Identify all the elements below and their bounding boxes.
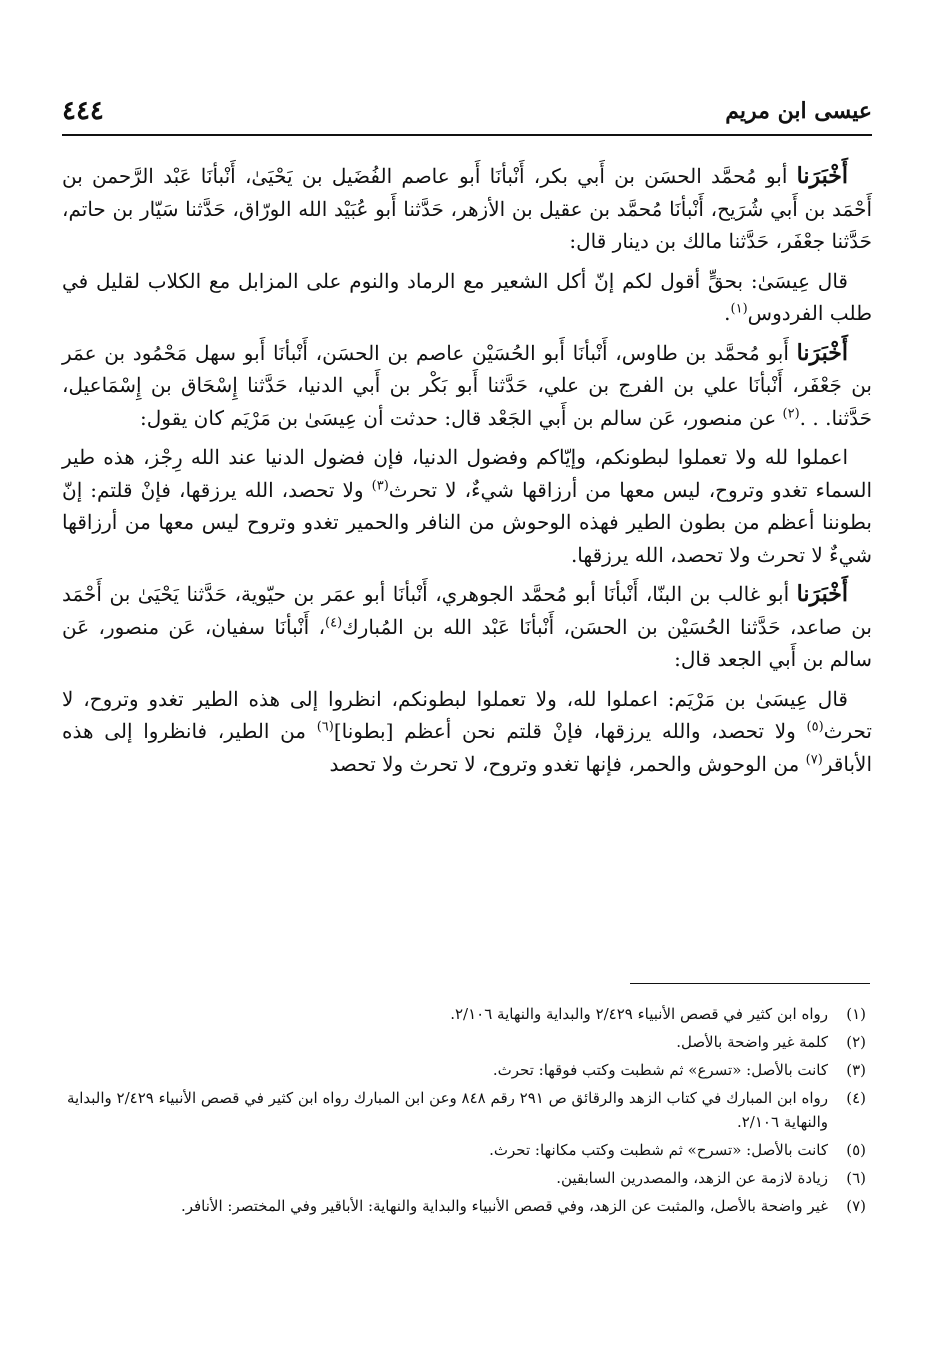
paragraph-text: قال عِيسَىٰ بن مَرْيَم: اعملوا لله، ولا تعملوا لبطونكم، انظروا إلى هذه الطير تغدو وتروح، لا تحرث	[62, 686, 872, 743]
main-text	[62, 160, 872, 787]
paragraph-text: ، أَنْبأنَا سفيان، عَن منصور، عَن سالم بن أَبي الجعد قال:	[62, 614, 872, 671]
footnote-text: كلمة غير واضحة بالأصل.	[676, 1033, 828, 1051]
paragraph-2	[62, 265, 872, 330]
footnote-3	[62, 1058, 866, 1082]
footnote-text: رواه ابن كثير في قصص الأنبياء ٢/٤٢٩ والبداية والنهاية ٢/١٠٦.	[450, 1005, 828, 1023]
footnote-1	[62, 1002, 866, 1026]
footnote-ref: (٤)	[325, 614, 343, 630]
footnote-ref: (٧)	[805, 751, 823, 767]
footnote-ref: (٣)	[371, 477, 389, 493]
footnote-number: (٦)	[846, 1169, 866, 1187]
footnote-number: (٥)	[846, 1141, 866, 1159]
isnad-lead: أَخْبَرَنا	[796, 339, 848, 366]
footnote-number: (٣)	[846, 1061, 866, 1079]
footnote-separator	[630, 983, 870, 984]
paragraph-text: أبو مُحمَّد الحسَن بن أَبي بكر، أَنْبأنَا أَبو عاصم الفُضَيل بن يَحْيَىٰ، أَنْبأنَا عَبْد الرَّحمن بن أَحْمَد بن أَبي شُرَيح، أَنْبأنَا مُحمَّد بن عقيل بن الأزهر، حَدَّثنا أَبو عُبَيْد الله الورّاق، حَدَّثنا سَيّار بن حاتم، حَدَّثنا جعْفَر، حَدَّثنا مالك بن دينار قال:	[62, 164, 872, 253]
footnote-ref: (٥)	[806, 719, 824, 735]
footnote-6	[62, 1166, 866, 1190]
footnote-text: رواه ابن المبارك في كتاب الزهد والرقائق ص ٢٩١ رقم ٨٤٨ وعن ابن المبارك رواه ابن كثير في قصص الأنبياء ٢/٤٢٩ والبداية والنهاية ٢/١٠٦.	[66, 1089, 828, 1131]
paragraph-text: ولا تحصد، الله يرزقها، فإنْ قلتم: إنّ بطوننا أعظم من بطون الطير فهذه الوحوش من النافر والحمير تغدو وتروح ليس معها من أرزاقها شيءٌ لا تحرث ولا تحصد، الله يرزقها.	[62, 477, 872, 567]
paragraph-5	[62, 578, 872, 676]
footnote-ref: (١)	[730, 301, 748, 317]
footnote-number: (٤)	[846, 1089, 866, 1107]
footnote-text: كانت بالأصل: «تسرع» ثم شطبت وكتب فوقها: تحرث.	[492, 1061, 828, 1079]
footnote-text: زيادة لازمة عن الزهد، والمصدرين السابقين.	[556, 1169, 828, 1187]
paragraph-1	[62, 160, 872, 258]
footnote-5	[62, 1138, 866, 1162]
footnote-number: (٧)	[846, 1197, 866, 1215]
footnote-number: (٢)	[846, 1033, 866, 1051]
paragraph-text: ولا تحصد، والله يرزقها، فإنْ قلتم نحن أعظم [بطونا]	[333, 719, 807, 743]
footnote-text: غير واضحة بالأصل، والمثبت عن الزهد، وفي قصص الأنبياء والبداية والنهاية: الأباقير وفي المختصر: الأنافر.	[180, 1197, 828, 1215]
paragraph-4	[62, 441, 872, 571]
running-title: عيسى ابن مريم	[725, 98, 872, 124]
paragraph-text: .	[724, 301, 731, 325]
paragraph-text: من الوحوش والحمر، فإنها تغدو وتروح، لا تحرث ولا تحصد	[329, 751, 806, 776]
paragraph-3	[62, 337, 872, 435]
paragraph-text: قال عِيسَىٰ: بحقٍّ أقول لكم إنّ أكل الشعير مع الرماد والنوم على المزابل مع الكلاب لقليل في طلب الفردوس	[62, 268, 872, 325]
isnad-lead: أَخْبَرَنا	[796, 581, 848, 607]
footnote-ref: (٦)	[316, 719, 334, 735]
footnote-4	[62, 1086, 866, 1134]
paragraph-text: أبو غالب بن البنّا، أَنْبأنَا أبو مُحمَّد الجوهري، أَنْبأنَا أبو عمَر بن حيّوية، حَدَّثنا يَحْيَىٰ بن أَحْمَد بن صاعد، حَدَّثنا الحُسَيْن بن الحسَن، أَنْبأنَا عَبْد الله بن المُبارك	[62, 582, 872, 639]
paragraph-text: من الطير، فانظروا إلى هذه الأباقر	[62, 719, 872, 776]
paragraph-text: اعملوا لله ولا تعملوا لبطونكم، وإيّاكم وفضول الدنيا، فإن فضول الدنيا عند الله رِجْز، هذه طير السماء تغدو وتروح، ليس معها من أرزاقها شيءٌ، لا تحرث	[62, 445, 872, 502]
paragraph-text: أَبو مُحمَّد بن طاوس، أَنْبأنَا أَبو الحُسَيْن عاصم بن الحسَن، أَنْبأنَا أَبو سهل مَحْمُود بن عمَر بن جَعْفَر، أَنْبأنَا علي بن الفرج بن علي، حَدَّثنا أَبو بَكْر بن أَبي الدنيا، حَدَّثنا إِسْحَاق بن إِسْمَاعيل، حَدَّثنا. . .	[62, 340, 872, 430]
page-header	[62, 92, 872, 136]
paragraph-text: عن منصور، عَن سالم بن أَبي الجَعْد قال: حدثت أن عِيسَىٰ بن مَرْيَم كان يقول:	[140, 405, 783, 430]
page-number: ٤٤٤	[62, 96, 104, 126]
footnote-7	[62, 1194, 866, 1218]
footnote-2	[62, 1030, 866, 1054]
footnote-text: كانت بالأصل: «تسرح» ثم شطبت وكتب مكانها: تحرث.	[489, 1141, 828, 1159]
isnad-lead: أَخْبَرَنا	[796, 163, 848, 189]
footnote-ref: (٢)	[782, 405, 800, 421]
footnotes	[62, 1002, 866, 1222]
footnote-number: (١)	[846, 1005, 866, 1023]
paragraph-6	[62, 683, 872, 781]
